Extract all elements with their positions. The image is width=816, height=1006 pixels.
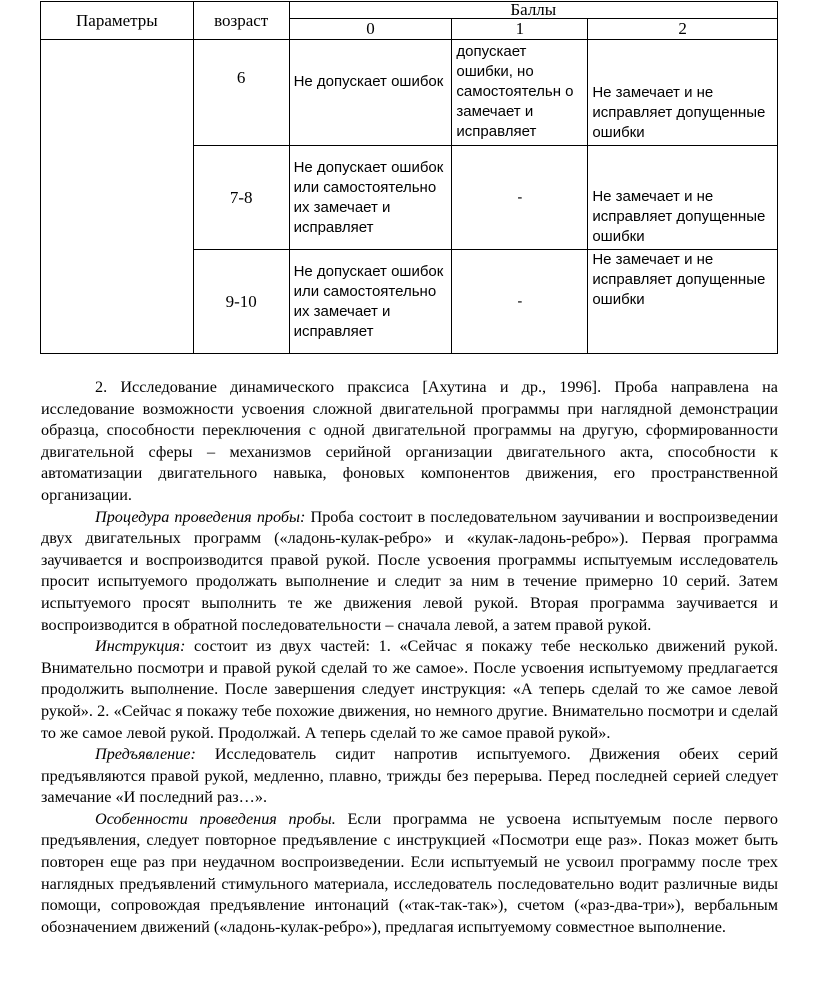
age-cell: 6	[193, 40, 289, 146]
score1-cell: -	[452, 250, 588, 354]
score2-cell: Не замечает и не исправляет допущенные ошибки	[588, 40, 778, 146]
procedure-text: Проба состоит в последовательном заучивании и воспроизведении двух двигательных программ («ладонь-кулак-ребро» и «кулак-ладонь-ребро»). Первая программа заучивается и воспроизводится правой рукой. После усвоения программы испытуемым исследователь просит испытуемого продолжать выполнение и следит за ним в течение примерно 10 серий. Затем испытуемого просят выполнить те же движения левой рукой. Вторая программа заучивается и воспроизводится в обратной последовательности – сначала левой, а затем правой рукой.	[41, 507, 778, 634]
table-row	[41, 40, 778, 146]
paragraph-presentation	[41, 744, 778, 809]
header-points: Баллы	[289, 2, 777, 19]
body-text	[41, 377, 778, 938]
presentation-label: Предъявление:	[95, 745, 196, 764]
header-age: возраст	[193, 2, 289, 40]
procedure-label: Процедура проведения пробы:	[95, 507, 306, 526]
age-cell: 7-8	[193, 146, 289, 250]
paragraph-section-title: 2. Исследование динамического праксиса [Ахутина и др., 1996]. Проба направлена на исследование возможности усвоения сложной двигательной программы при наглядной демонстрации образца, способности переключения с одной двигательной программы на другую, сформированности двигательной сферы – механизмов серийной организации двигательного акта, способности к автоматизации двигательного навыка, фоновых компонентов движения, его пространственной организации.	[41, 378, 778, 504]
header-score-2: 2	[588, 19, 778, 40]
age-cell: 9-10	[193, 250, 289, 354]
paragraph-features	[41, 809, 778, 939]
header-params: Параметры	[41, 2, 194, 40]
score0-cell: Не допускает ошибок	[289, 40, 452, 146]
features-label: Особенности проведения пробы.	[95, 809, 336, 828]
header-score-0: 0	[289, 19, 452, 40]
score2-cell: Не замечает и не исправляет допущенные ошибки	[588, 146, 778, 250]
presentation-text: Исследователь сидит напротив испытуемого. Движения обеих серий предъявляются правой рукой, медленно, плавно, трижды без перерыва. Перед последней серией следует замечание «И последний раз…».	[41, 745, 778, 807]
score1-cell: допускает ошибки, но самостоятельн о замечает и исправляет	[452, 40, 588, 146]
scores-table	[40, 1, 778, 354]
features-text: Если программа не усвоена испытуемым после первого предъявления, следует повторное предъявление с инструкцией «Посмотри еще раз». Показ может быть повторен еще раз при неудачном воспроизведении. Если испытуемый не усвоил программу после трех наглядных предъявлений стимульного материала, исследователь последовательно водит различные виды помощи, сопровождая предъявление интонаций («так-так-так»), счетом («раз-два-три»), вербальным обозначением движений («ладонь-кулак-ребро»), предлагая испытуемому совместное выполнение.	[41, 809, 778, 936]
score2-cell: Не замечает и не исправляет допущенные ошибки	[588, 250, 778, 354]
instruction-label: Инструкция:	[95, 637, 186, 656]
paragraph-instruction	[41, 636, 778, 744]
paragraph-procedure	[41, 507, 778, 637]
params-cell	[41, 40, 194, 354]
instruction-text: состоит из двух частей: 1. «Сейчас я покажу тебе несколько движений рукой. Внимательно посмотри и правой рукой сделай то же самое». После усвоения испытуемому предлагается продолжить выполнение. После завершения следует инструкция: «А теперь сделай то же самое левой рукой». 2. «Сейчас я покажу тебе похожие движения, но немного другие. Внимательно посмотри и сделай то же самое левой рукой. Продолжай. А теперь сделай то же самое правой рукой».	[41, 637, 778, 742]
header-score-1: 1	[452, 19, 588, 40]
score0-cell: Не допускает ошибок или самостоятельно их замечает и исправляет	[289, 146, 452, 250]
score1-cell: -	[452, 146, 588, 250]
score0-cell: Не допускает ошибок или самостоятельно их замечает и исправляет	[289, 250, 452, 354]
